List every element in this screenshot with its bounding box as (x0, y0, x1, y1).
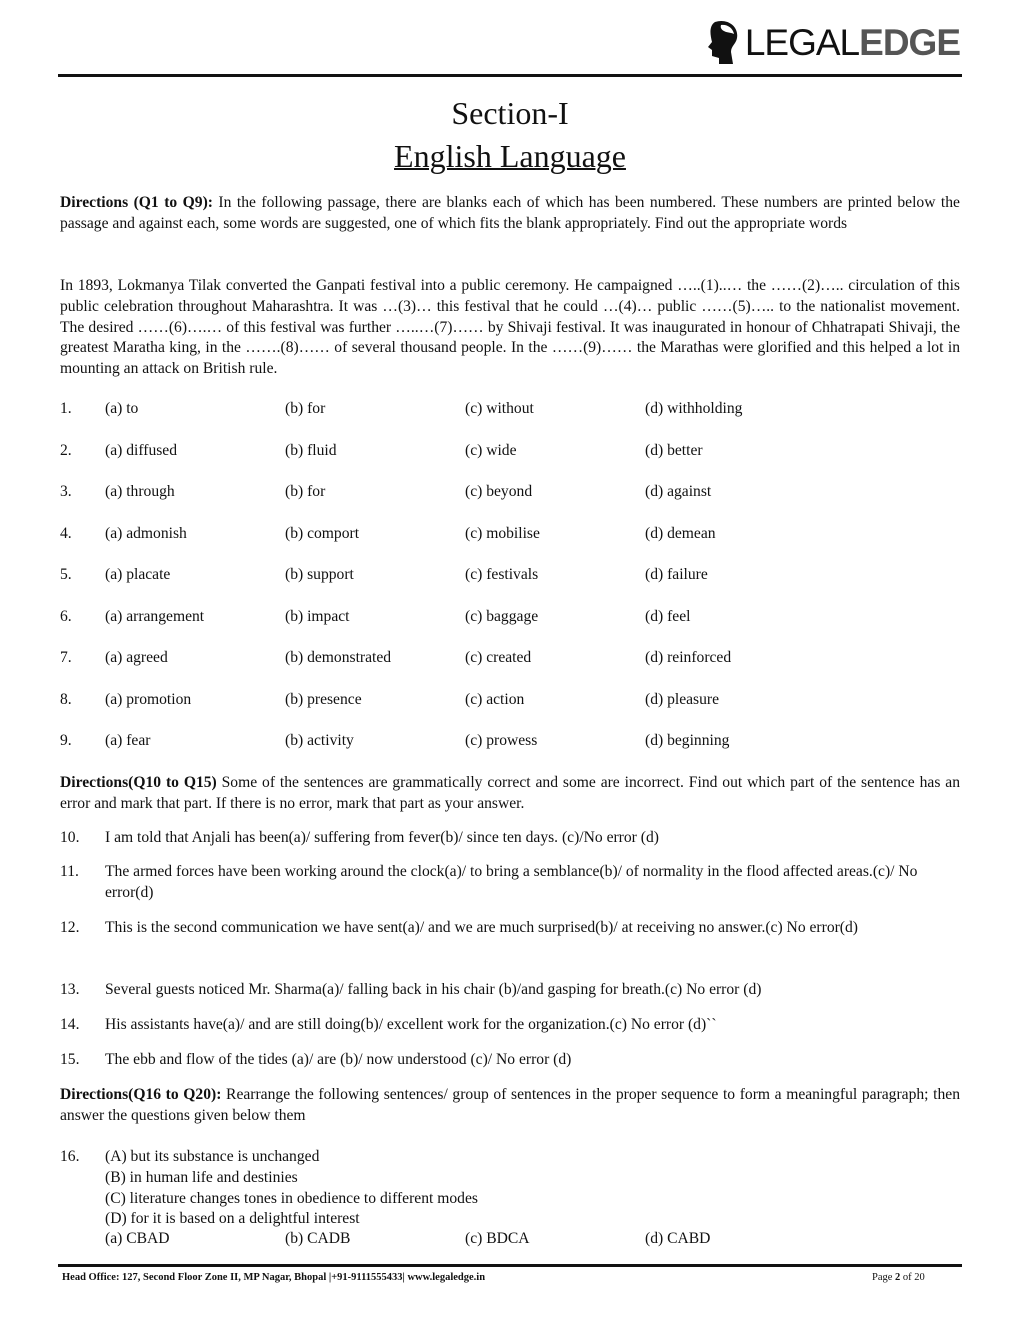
question-number: 3. (60, 483, 72, 500)
question-number: 12. (60, 919, 80, 936)
sentence-b: (B) in human life and destinies (105, 1168, 298, 1186)
question-16 (60, 1147, 960, 1230)
option-a: (a) arrangement (105, 607, 205, 625)
option-b: (b) for (285, 400, 326, 417)
head-silhouette-icon (707, 20, 741, 66)
question-14 (60, 1015, 960, 1036)
option-b: (b) support (285, 566, 354, 583)
option-c: (c) festivals (465, 566, 539, 583)
mcq-question-1 (60, 400, 960, 422)
sentence-a: (A) but its substance is unchanged (105, 1148, 320, 1165)
question-text: This is the second communication we have sent(a)/ and we are much surprised(b)/ at receiving no answer.(c) No error(d) (105, 919, 858, 936)
mcq-question-4 (60, 525, 960, 547)
mcq-question-5 (60, 566, 960, 588)
question-number: 7. (60, 649, 72, 666)
question-number: 11. (60, 863, 79, 880)
logo-text: LEGALEDGE (744, 22, 960, 63)
option-a: (a) fear (105, 732, 151, 749)
question-number: 6. (60, 607, 72, 625)
option-b: (b) demonstrated (285, 649, 392, 666)
option-c: (c) BDCA (465, 1230, 530, 1247)
sentence-d: (D) for it is based on a delightful interest (105, 1210, 360, 1228)
option-d: (d) better (645, 441, 703, 459)
mcq-question-8 (60, 691, 960, 713)
option-c: (c) baggage (465, 607, 539, 625)
question-number: 16. (60, 1148, 80, 1165)
question-text: The armed forces have been working around the clock(a)/ to bring a semblance(b)/ of normality in the flood affected areas.(c)/ No error(d) (105, 863, 918, 901)
option-c: (c) created (465, 649, 532, 666)
option-d: (d) failure (645, 566, 708, 583)
legaledge-logo (707, 20, 960, 66)
question-13 (60, 980, 960, 1001)
passage: In 1893, Lokmanya Tilak converted the Ganpati festival into a public ceremony. He campaigned …..(1)..… the ……(2)….. circulation of this public celebration throughout Maharashtra. It was …(3)… this festival that he could …(4)… public ……(5)….. to the nationalist movement. The desired ……(6)….… of this festival was further …..…(7)…… by Shivaji festival. It was inaugurated in honour of Chhatrapati Shivaji, the greatest Maratha king, in the …….(8)…… of several thousand people. In the ……(9)…… the Marathas were glorified and this helped a lot in mounting an attack on British rule. (60, 277, 960, 378)
option-c: (c) action (465, 690, 525, 708)
question-number: 15. (60, 1051, 80, 1068)
option-a: (a) CBAD (105, 1230, 170, 1247)
mcq-question-9 (60, 732, 960, 754)
option-d: (d) CABD (645, 1230, 711, 1247)
question-11 (60, 862, 960, 904)
question-number: 5. (60, 566, 72, 583)
option-c: (c) beyond (465, 483, 533, 500)
directions-q1-q9: Directions (Q1 to Q9): In the following passage, there are blanks each of which has been numbered. These numbers are printed below the passage and against each, some words are suggested, one of which fits the blank appropriately. Find out the appropriate words (60, 194, 960, 232)
option-b: (b) comport (285, 524, 360, 542)
option-d: (d) beginning (645, 732, 730, 749)
directions-q10-q15: Directions(Q10 to Q15) Some of the sentences are grammatically correct and some are incorrect. Find out which part of the sentence has an error and mark that part. If there is no error, mark that part as your answer. (60, 774, 960, 812)
question-text: The ebb and flow of the tides (a)/ are (b)/ now understood (c)/ No error (d) (105, 1051, 572, 1068)
directions-q16-q20: Directions(Q16 to Q20): Rearrange the following sentences/ group of sentences in the proper sequence to form a meaningful paragraph; then answer the questions given below them (60, 1086, 960, 1124)
question-15 (60, 1050, 960, 1071)
question-12 (60, 918, 960, 939)
mcq-question-3 (60, 483, 960, 505)
option-d: (d) reinforced (645, 649, 732, 666)
question-number: 8. (60, 690, 72, 708)
sentence-c: (C) literature changes tones in obedience to different modes (105, 1189, 478, 1207)
option-c: (c) wide (465, 441, 517, 459)
question-number: 2. (60, 441, 72, 459)
option-a: (a) admonish (105, 524, 187, 542)
page-number: Page 2 of 20 (872, 1272, 925, 1283)
option-b: (b) for (285, 483, 326, 500)
footer-address: Head Office: 127, Second Floor Zone II, MP Nagar, Bhopal |+91-9111555433| www.legaledge.in (62, 1272, 486, 1283)
option-a: (a) through (105, 483, 175, 500)
question-16-options (60, 1230, 960, 1252)
question-10 (60, 828, 960, 849)
mcq-question-7 (60, 649, 960, 671)
question-number: 1. (60, 400, 72, 417)
option-b: (b) activity (285, 732, 354, 749)
question-number: 13. (60, 981, 80, 998)
option-d: (d) against (645, 483, 712, 500)
option-a: (a) agreed (105, 649, 168, 666)
option-a: (a) to (105, 400, 139, 417)
option-b: (b) fluid (285, 441, 337, 459)
question-number: 10. (60, 829, 80, 846)
option-d: (d) demean (645, 524, 716, 542)
question-number: 4. (60, 524, 72, 542)
question-text: His assistants have(a)/ and are still doing(b)/ excellent work for the organization.(c) No error (d)`` (105, 1016, 717, 1033)
subject-title: English Language (394, 138, 626, 174)
question-number: 14. (60, 1016, 80, 1033)
question-number: 9. (60, 732, 72, 749)
option-b: (b) impact (285, 607, 350, 625)
option-c: (c) without (465, 400, 534, 417)
option-c: (c) prowess (465, 732, 538, 749)
question-text: Several guests noticed Mr. Sharma(a)/ falling back in his chair (b)/and gasping for breath.(c) No error (d) (105, 981, 762, 998)
mcq-question-6 (60, 608, 960, 630)
section-title: Section-I (451, 95, 569, 131)
footer-rule (58, 1264, 962, 1267)
option-d: (d) pleasure (645, 690, 720, 708)
option-a: (a) promotion (105, 690, 192, 708)
option-d: (d) withholding (645, 400, 743, 417)
mcq-question-2 (60, 442, 960, 464)
question-text: I am told that Anjali has been(a)/ suffering from fever(b)/ since ten days. (c)/No error (d) (105, 829, 659, 846)
option-d: (d) feel (645, 607, 691, 625)
option-c: (c) mobilise (465, 524, 540, 542)
option-b: (b) CADB (285, 1230, 351, 1247)
header-rule (58, 74, 962, 77)
option-a: (a) placate (105, 566, 171, 583)
option-a: (a) diffused (105, 441, 178, 459)
option-b: (b) presence (285, 690, 362, 708)
